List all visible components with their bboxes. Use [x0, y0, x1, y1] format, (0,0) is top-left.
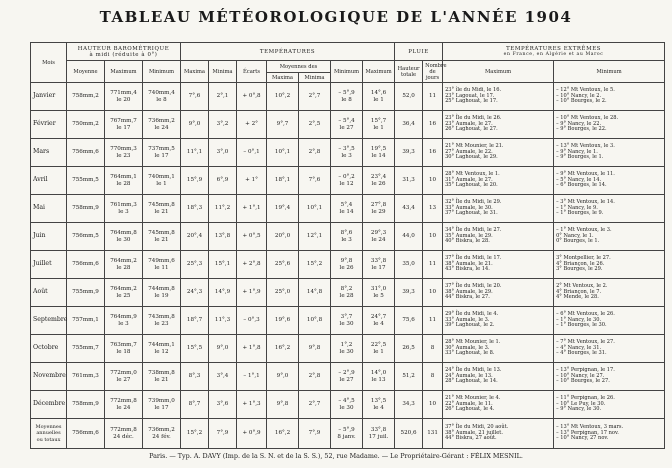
pressure-max-cell: 772mm,8 le 24: [105, 391, 143, 419]
temp-means-max-cell: 10°,2: [267, 83, 299, 111]
temp-maximum-cell: 33°,8 17 juil.: [363, 419, 395, 449]
month-cell: Octobre: [31, 335, 67, 363]
extreme-min-cell: – 13° Perpignan, le 17. – 10° Nancy, le 27. – 10° Bourges, le 27.: [554, 363, 665, 391]
temp-min-cell: 11°,3: [209, 307, 237, 335]
temp-min-cell: 3°,6: [209, 391, 237, 419]
pressure-mean-cell: 756mm,6: [67, 251, 105, 279]
header-rain: PLUIE: [395, 43, 443, 61]
header-rain-total: Hauteur totale: [395, 61, 423, 83]
pressure-max-cell: 772mm,8 24 déc.: [105, 419, 143, 449]
pressure-mean-cell: 755mm,9: [67, 279, 105, 307]
month-cell: Juillet: [31, 251, 67, 279]
temp-max-cell: 9°,0: [181, 111, 209, 139]
header-means-of: Moyennes des: [267, 61, 331, 73]
rain-total-cell: 36,4: [395, 111, 423, 139]
extremes-title: TEMPÉRATURES EXTRÊMES: [506, 45, 602, 52]
temp-min-cell: 15°,1: [209, 251, 237, 279]
temp-means-min-cell: 2°,7: [299, 83, 331, 111]
pressure-min-cell: 736mm,2 le 24: [143, 111, 181, 139]
extremes-subtitle: en France, en Algérie et au Maroc: [503, 51, 604, 57]
temp-min-cell: 3°,2: [209, 111, 237, 139]
rain-days-cell: 10: [423, 167, 443, 195]
temp-max-cell: 8°,7: [181, 391, 209, 419]
temp-maximum-cell: 27°,8 le 29: [363, 195, 395, 223]
temp-maximum-cell: 15°,7 le 1: [363, 111, 395, 139]
month-cell: Novembre: [31, 363, 67, 391]
table-row: [31, 335, 665, 363]
temp-means-min-cell: 2°,8: [299, 363, 331, 391]
temp-minimum-cell: – 4°,5 le 30: [331, 391, 363, 419]
rain-days-cell: 10: [423, 391, 443, 419]
temp-maximum-cell: 19°,5 le 14: [363, 139, 395, 167]
table-row: [31, 223, 665, 251]
month-cell: Mars: [31, 139, 67, 167]
month-cell: Janvier: [31, 83, 67, 111]
temp-means-min-cell: 15°,2: [299, 251, 331, 279]
pressure-min-cell: 740mm,1 le 1: [143, 167, 181, 195]
pressure-mean-cell: 756mm,5: [67, 223, 105, 251]
header-pressure-min: Minimum: [143, 61, 181, 83]
extreme-max-cell: 23° Île du Midi, le 26. 23° Aumale, le 27. 26° Laghouat, le 27.: [443, 111, 554, 139]
month-cell: Mai: [31, 195, 67, 223]
temp-diff-cell: + 0°,5: [237, 223, 267, 251]
extreme-max-cell: 29° Île du Midi, le 4. 33° Aumale, le 3. 39° Laghouat, le 2.: [443, 307, 554, 335]
temp-max-cell: 20°,4: [181, 223, 209, 251]
extreme-min-cell: – 9° Mt Ventoux, le 11. – 5° Nancy, le 14. – 6° Bourges, le 14.: [554, 167, 665, 195]
extreme-max-cell: 37° Île du Midi, 20 août. 38° Aumale, 21 juillet. 44° Biskra, 27 août.: [443, 419, 554, 449]
extreme-min-cell: – 13° Mt Ventoux, 3 mars. – 13° Perpignan, 17 nov. – 10° Nancy, 27 nov.: [554, 419, 665, 449]
extreme-max-cell: 23° île du Midi, le 16. 23° Lagouat, le 17. 25° Laghouat, le 17.: [443, 83, 554, 111]
temp-max-cell: 8°,3: [181, 363, 209, 391]
rain-days-cell: 11: [423, 251, 443, 279]
temp-diff-cell: + 1°,3: [237, 391, 267, 419]
header-temp-min: Minima: [209, 61, 237, 83]
temp-min-cell: 14°,9: [209, 279, 237, 307]
temp-minimum-cell: – 0°,2 le 12: [331, 167, 363, 195]
temp-max-cell: 15°,5: [181, 335, 209, 363]
table-row: [31, 363, 665, 391]
pressure-mean-cell: 755mm,7: [67, 335, 105, 363]
temp-means-min-cell: 9°,8: [299, 335, 331, 363]
header-month: Mois: [31, 43, 67, 83]
temp-means-max-cell: 9°,8: [267, 391, 299, 419]
temp-maximum-cell: 14°,0 le 13: [363, 363, 395, 391]
temp-maximum-cell: 14°,6 le 1: [363, 83, 395, 111]
temp-min-cell: 2°,1: [209, 83, 237, 111]
header-temp-maximum: Maximum: [363, 61, 395, 83]
temp-min-cell: 11°,2: [209, 195, 237, 223]
temp-minimum-cell: – 3°,5 le 3: [331, 139, 363, 167]
extreme-min-cell: – 10° Mt Ventoux, le 28. – 9° Nancy, le 22. – 9° Bourges, le 22.: [554, 111, 665, 139]
temp-max-cell: 7°,6: [181, 83, 209, 111]
temp-means-max-cell: 18°,1: [267, 167, 299, 195]
table-row: [31, 83, 665, 111]
table-row: [31, 251, 665, 279]
extreme-max-cell: 28° Mt Ventoux, le 1. 31° Aumale, le 27. 35° Laghouat, le 20.: [443, 167, 554, 195]
pressure-min-cell: 745mm,8 le 21: [143, 223, 181, 251]
extreme-max-cell: 21° Mt Mounier, le 4. 22° Aumale, le 11. 26° Laghouat, le 4.: [443, 391, 554, 419]
temp-maximum-cell: 22°,5 le 1: [363, 335, 395, 363]
temp-means-max-cell: 25°,6: [267, 251, 299, 279]
temp-max-cell: 15°,2: [181, 419, 209, 449]
header-pressure-mean: Moyenne: [67, 61, 105, 83]
temp-means-max-cell: 9°,7: [267, 111, 299, 139]
temp-diff-cell: + 2°: [237, 111, 267, 139]
temp-max-cell: 25°,3: [181, 251, 209, 279]
pressure-max-cell: 764mm,9 le 3: [105, 307, 143, 335]
temp-min-cell: 6°,9: [209, 167, 237, 195]
header-extreme-min: Minimum: [554, 61, 665, 83]
pressure-min-cell: 738mm,8 le 21: [143, 363, 181, 391]
pressure-max-cell: 771mm,4 le 20: [105, 83, 143, 111]
rain-total-cell: 39,3: [395, 139, 423, 167]
header-temp-diff: Écarts: [237, 61, 267, 83]
rain-days-cell: 10: [423, 279, 443, 307]
extreme-min-cell: – 1° Mt Ventoux, le 3. 0° Nancy, le 1. 0° Bourges, le 1.: [554, 223, 665, 251]
temp-means-min-cell: 10°,1: [299, 195, 331, 223]
pressure-max-cell: 763mm,7 le 18: [105, 335, 143, 363]
temp-means-max-cell: 16°,2: [267, 335, 299, 363]
pressure-mean-cell: 761mm,3: [67, 363, 105, 391]
pressure-max-cell: 761mm,3 le 3: [105, 195, 143, 223]
header-temperatures: TEMPÉRATURES: [181, 43, 395, 61]
temp-maximum-cell: 31°,0 le 5: [363, 279, 395, 307]
temp-maximum-cell: 33°,8 le 17: [363, 251, 395, 279]
temp-min-cell: 3°,4: [209, 363, 237, 391]
temp-means-max-cell: 19°,6: [267, 307, 299, 335]
rain-total-cell: 31,3: [395, 167, 423, 195]
extreme-min-cell: – 11° Perpignan, le 26. – 10° Le Puy, le 30. – 9° Nancy, le 30.: [554, 391, 665, 419]
rain-total-cell: 43,4: [395, 195, 423, 223]
temp-maximum-cell: 29°,3 le 24: [363, 223, 395, 251]
temp-means-max-cell: 19°,4: [267, 195, 299, 223]
temp-minimum-cell: 8°,6 le 3: [331, 223, 363, 251]
temp-diff-cell: + 0°,8: [237, 83, 267, 111]
temp-means-max-cell: 10°,1: [267, 139, 299, 167]
pressure-mean-cell: 757mm,1: [67, 307, 105, 335]
footer: Paris. — Typ. A. DAVY (Imp. de la S. N. et de la S. S.), 52, rue Madame. — Le Propriétaire-Gérant : FÉLIX MESNIL.: [149, 452, 523, 460]
table-body: [31, 83, 665, 449]
pressure-max-cell: 764mm,1 le 28: [105, 167, 143, 195]
temp-means-max-cell: 25°,0: [267, 279, 299, 307]
temp-max-cell: 18°,3: [181, 195, 209, 223]
header-extreme-max: Maximum: [443, 61, 554, 83]
month-cell: Avril: [31, 167, 67, 195]
temp-max-cell: 15°,9: [181, 167, 209, 195]
temp-diff-cell: + 1°: [237, 167, 267, 195]
rain-total-cell: 52,0: [395, 83, 423, 111]
month-cell: Décembre: [31, 391, 67, 419]
pressure-min-cell: 736mm,2 24 fév.: [143, 419, 181, 449]
temp-diff-cell: + 1°,8: [237, 335, 267, 363]
rain-total-cell: 34,3: [395, 391, 423, 419]
rain-total-cell: 44,0: [395, 223, 423, 251]
temp-minimum-cell: – 5°,9 le 8: [331, 83, 363, 111]
extreme-min-cell: 3° Montpellier, le 27. 4° Briançon, le 26. 3° Bourges, le 29.: [554, 251, 665, 279]
rain-days-cell: 16: [423, 111, 443, 139]
temp-maximum-cell: 23°,4 le 26: [363, 167, 395, 195]
pressure-mean-cell: 758mm,9: [67, 195, 105, 223]
temp-means-max-cell: 9°,0: [267, 363, 299, 391]
rain-days-cell: 131: [423, 419, 443, 449]
pressure-max-cell: 767mm,7 le 17: [105, 111, 143, 139]
temp-means-min-cell: 7°,9: [299, 419, 331, 449]
extreme-max-cell: 32° Île du Midi, le 29. 33° Aumale, le 30. 37° Laghouat, le 31.: [443, 195, 554, 223]
temp-means-max-cell: 20°,0: [267, 223, 299, 251]
pressure-mean-cell: 755mm,5: [67, 167, 105, 195]
temp-max-cell: 24°,3: [181, 279, 209, 307]
header-temp-minimum: Minimum: [331, 61, 363, 83]
temp-minimum-cell: 5°,4 le 14: [331, 195, 363, 223]
weather-table: [30, 42, 664, 447]
extreme-min-cell: – 6° Mt Ventoux, le 26. – 1° Nancy, le 30. – 1° Bourges, le 30.: [554, 307, 665, 335]
pressure-mean-cell: 758mm,2: [67, 83, 105, 111]
rain-days-cell: 13: [423, 195, 443, 223]
temp-min-cell: 9°,0: [209, 335, 237, 363]
header-pressure-max: Maximum: [105, 61, 143, 83]
extreme-max-cell: 28° Mt Mounier, le 1. 30° Aumale, le 3. 33° Laghouat, le 8.: [443, 335, 554, 363]
temp-diff-cell: + 1°,1: [237, 195, 267, 223]
temp-diff-cell: + 1°,9: [237, 279, 267, 307]
pressure-max-cell: 764mm,8 le 30: [105, 223, 143, 251]
temp-means-min-cell: 2°,7: [299, 391, 331, 419]
header-extremes: [443, 43, 665, 61]
pressure-max-cell: 772mm,0 le 27: [105, 363, 143, 391]
extreme-max-cell: 37° Île du Midi, le 20. 38° Aumale, le 29. 44° Biskra, le 27.: [443, 279, 554, 307]
extreme-min-cell: – 12° Mt Ventoux, le 5. – 10° Nancy, le 2. – 10° Bourges, le 2.: [554, 83, 665, 111]
pressure-mean-cell: 758mm,9: [67, 391, 105, 419]
temp-minimum-cell: – 2°,9 le 27: [331, 363, 363, 391]
rain-total-cell: 75,6: [395, 307, 423, 335]
temp-means-max-cell: 16°,2: [267, 419, 299, 449]
pressure-max-cell: 764mm,2 le 28: [105, 251, 143, 279]
temp-means-min-cell: 7°,6: [299, 167, 331, 195]
temp-max-cell: 18°,7: [181, 307, 209, 335]
month-cell: Juin: [31, 223, 67, 251]
pressure-min-cell: 739mm,0 le 17: [143, 391, 181, 419]
table-row: [31, 111, 665, 139]
rain-days-cell: 11: [423, 83, 443, 111]
rain-days-cell: 16: [423, 139, 443, 167]
pressure-min-cell: 744mm,8 le 19: [143, 279, 181, 307]
header-means-max: Maxima: [267, 73, 299, 83]
extreme-min-cell: – 13° Mt Ventoux, le 3. – 9° Nancy, le 1. – 9° Bourges, le 1.: [554, 139, 665, 167]
temp-means-min-cell: 10°,8: [299, 307, 331, 335]
temp-means-min-cell: 2°,5: [299, 111, 331, 139]
extreme-min-cell: – 3° Mt Ventoux, le 14. – 1° Nancy, le 9. – 1° Bourges, le 9.: [554, 195, 665, 223]
extreme-max-cell: 34° Île du Midi, le 27. 35° Aumale, le 29. 40° Biskra, le 28.: [443, 223, 554, 251]
rain-total-cell: 520,6: [395, 419, 423, 449]
temp-min-cell: 3°,0: [209, 139, 237, 167]
table-row: [31, 279, 665, 307]
temp-minimum-cell: – 5°,4 le 27: [331, 111, 363, 139]
pressure-min-cell: 743mm,8 le 23: [143, 307, 181, 335]
month-cell: Août: [31, 279, 67, 307]
temp-diff-cell: – 0°,1: [237, 139, 267, 167]
header-pressure: HAUTEUR BAROMÉTRIQUE à midi (réduite à 0°): [67, 43, 181, 61]
temp-max-cell: 11°,1: [181, 139, 209, 167]
extreme-max-cell: 37° Île du Midi, le 17. 38° Aumale, le 21. 43° Biskra, le 14.: [443, 251, 554, 279]
temp-maximum-cell: 24°,7 le 4: [363, 307, 395, 335]
table-row: [31, 139, 665, 167]
temp-diff-cell: + 2°,8: [237, 251, 267, 279]
pressure-mean-cell: 756mm,6: [67, 139, 105, 167]
extreme-max-cell: 21° Mt Mounier, le 21. 27° Aumale, le 22. 30° Laghouat, le 29.: [443, 139, 554, 167]
temp-minimum-cell: 9°,8 le 26: [331, 251, 363, 279]
rain-total-cell: 35,0: [395, 251, 423, 279]
table-row: [31, 307, 665, 335]
extreme-min-cell: – 7° Mt Ventoux, le 27. – 4° Nancy, le 31. – 4° Bourges, le 31.: [554, 335, 665, 363]
month-cell: Février: [31, 111, 67, 139]
pressure-mean-cell: 756mm,6: [67, 419, 105, 449]
rain-total-cell: 39,3: [395, 279, 423, 307]
month-cell: Moyennes annuelles ou totaux: [31, 419, 67, 449]
header-temp-max: Maxima: [181, 61, 209, 83]
pressure-min-cell: 740mm,4 le 8: [143, 83, 181, 111]
temp-means-min-cell: 2°,8: [299, 139, 331, 167]
rain-days-cell: 8: [423, 335, 443, 363]
temp-diff-cell: – 1°,1: [237, 363, 267, 391]
temp-minimum-cell: 3°,7 le 30: [331, 307, 363, 335]
temp-minimum-cell: – 5°,9 8 janv.: [331, 419, 363, 449]
extreme-max-cell: 24° Île du Midi, le 13. 24° Aumale, le 13. 28° Laghouat, le 14.: [443, 363, 554, 391]
rain-total-cell: 26,5: [395, 335, 423, 363]
temp-diff-cell: – 0°,3: [237, 307, 267, 335]
rain-days-cell: 8: [423, 363, 443, 391]
pressure-min-cell: 745mm,8 le 21: [143, 195, 181, 223]
pressure-min-cell: 749mm,6 le 11: [143, 251, 181, 279]
rain-total-cell: 51,2: [395, 363, 423, 391]
temp-means-min-cell: 12°,1: [299, 223, 331, 251]
temp-means-min-cell: 14°,8: [299, 279, 331, 307]
temp-maximum-cell: 13°,5 le 4: [363, 391, 395, 419]
page-title: TABLEAU MÉTÉOROLOGIQUE DE L'ANNÉE 1904: [99, 8, 573, 26]
pressure-min-cell: 744mm,1 le 12: [143, 335, 181, 363]
temp-minimum-cell: 8°,2 le 28: [331, 279, 363, 307]
extreme-min-cell: 2° Mt Ventoux, le 2. 4° Briançon, le 7. 4° Mende, le 28.: [554, 279, 665, 307]
temp-min-cell: 13°,8: [209, 223, 237, 251]
pressure-max-cell: 770mm,3 le 23: [105, 139, 143, 167]
temp-diff-cell: + 0°,9: [237, 419, 267, 449]
table-row: [31, 419, 665, 449]
header-means-min: Minima: [299, 73, 331, 83]
month-cell: Septembre: [31, 307, 67, 335]
table-row: [31, 391, 665, 419]
temp-minimum-cell: 1°,2 le 30: [331, 335, 363, 363]
pressure-min-cell: 737mm,5 le 17: [143, 139, 181, 167]
pressure-max-cell: 764mm,2 le 25: [105, 279, 143, 307]
temp-min-cell: 7°,9: [209, 419, 237, 449]
header-rain-days: Nombre de jours: [423, 61, 443, 83]
table-row: [31, 195, 665, 223]
pressure-mean-cell: 750mm,2: [67, 111, 105, 139]
rain-days-cell: 10: [423, 223, 443, 251]
rain-days-cell: 11: [423, 307, 443, 335]
table-row: [31, 167, 665, 195]
